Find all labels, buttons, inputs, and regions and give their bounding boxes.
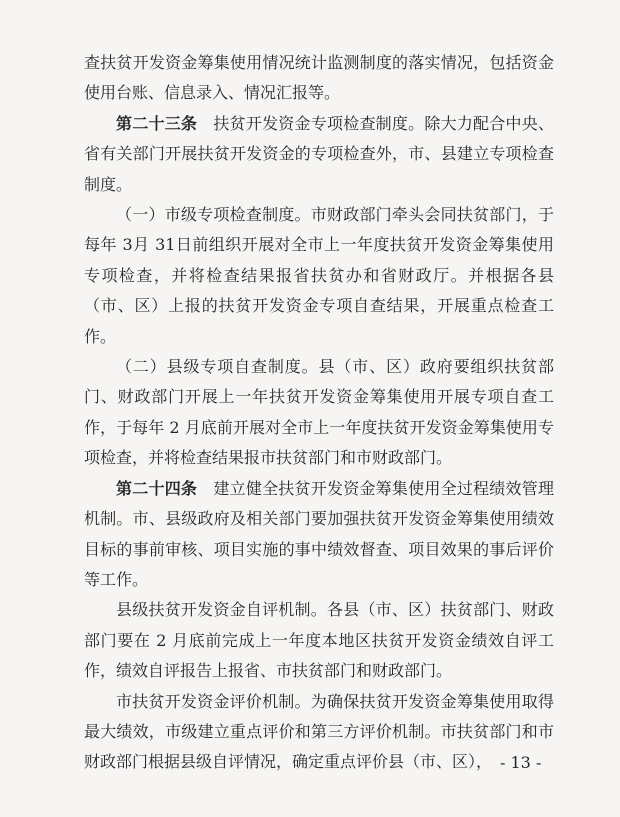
county-self-evaluation-text: 县级扶贫开发资金自评机制。各县（市、区）扶贫部门、财政部门要在 2 月底前完成上一年度本地区扶贫开发资金绩效自评工作，绩效自评报告上报省、市扶贫部门和财政部门。 <box>84 600 554 681</box>
paragraph-county-self-evaluation <box>84 595 554 686</box>
article-23-heading: 第二十三条 <box>116 113 198 133</box>
paragraph-article-23 <box>84 109 554 200</box>
page-number: - 13 - <box>500 753 542 772</box>
city-evaluation-text: 市扶贫开发资金评价机制。为确保扶贫开发资金筹集使用取得最大绩效，市级建立重点评价和第三方评价机制。市扶贫部门和市财政部门根据县级自评情况，确定重点评价县（市、区）， <box>84 691 554 772</box>
article-23-text: 扶贫开发资金专项检查制度。除大力配合中央、省有关部门开展扶贫开发资金的专项检查外，市、县建立专项检查制度。 <box>84 113 554 194</box>
body-text <box>84 48 554 778</box>
paragraph-1-text: 查扶贫开发资金筹集使用情况统计监测制度的落实情况，包括资金使用台账、信息录入、情况汇报等。 <box>84 53 554 103</box>
paragraph-city-inspection <box>84 200 554 352</box>
article-24-heading: 第二十四条 <box>116 478 198 498</box>
paragraph-article-24 <box>84 474 554 596</box>
city-inspection-text: （一）市级专项检查制度。市财政部门牵头会同扶贫部门，于每年 3月 31日前组织开展对全市上一年度扶贫开发资金筹集使用专项检查，并将检查结果报省扶贫办和省财政厅。并根据各县（市、区）上报的扶贫开发资金专项自查结果，开展重点检查工作。 <box>84 205 554 346</box>
paragraph-county-self-inspection <box>84 352 554 474</box>
paragraph-city-evaluation <box>84 687 554 778</box>
article-24-text: 建立健全扶贫开发资金筹集使用全过程绩效管理机制。市、县级政府及相关部门要加强扶贫开发资金筹集使用绩效目标的事前审核、项目实施的事中绩效督查、项目效果的事后评价等工作。 <box>84 478 554 589</box>
paragraph-1 <box>84 48 554 109</box>
county-self-inspection-text: （二）县级专项自查制度。县（市、区）政府要组织扶贫部门、财政部门开展上一年扶贫开发资金筹集使用开展专项自查工作，于每年 2 月底前开展对全市上一年度扶贫开发资金筹集使用专项检查，并将检查结果报市扶贫部门和市财政部门。 <box>84 357 554 468</box>
